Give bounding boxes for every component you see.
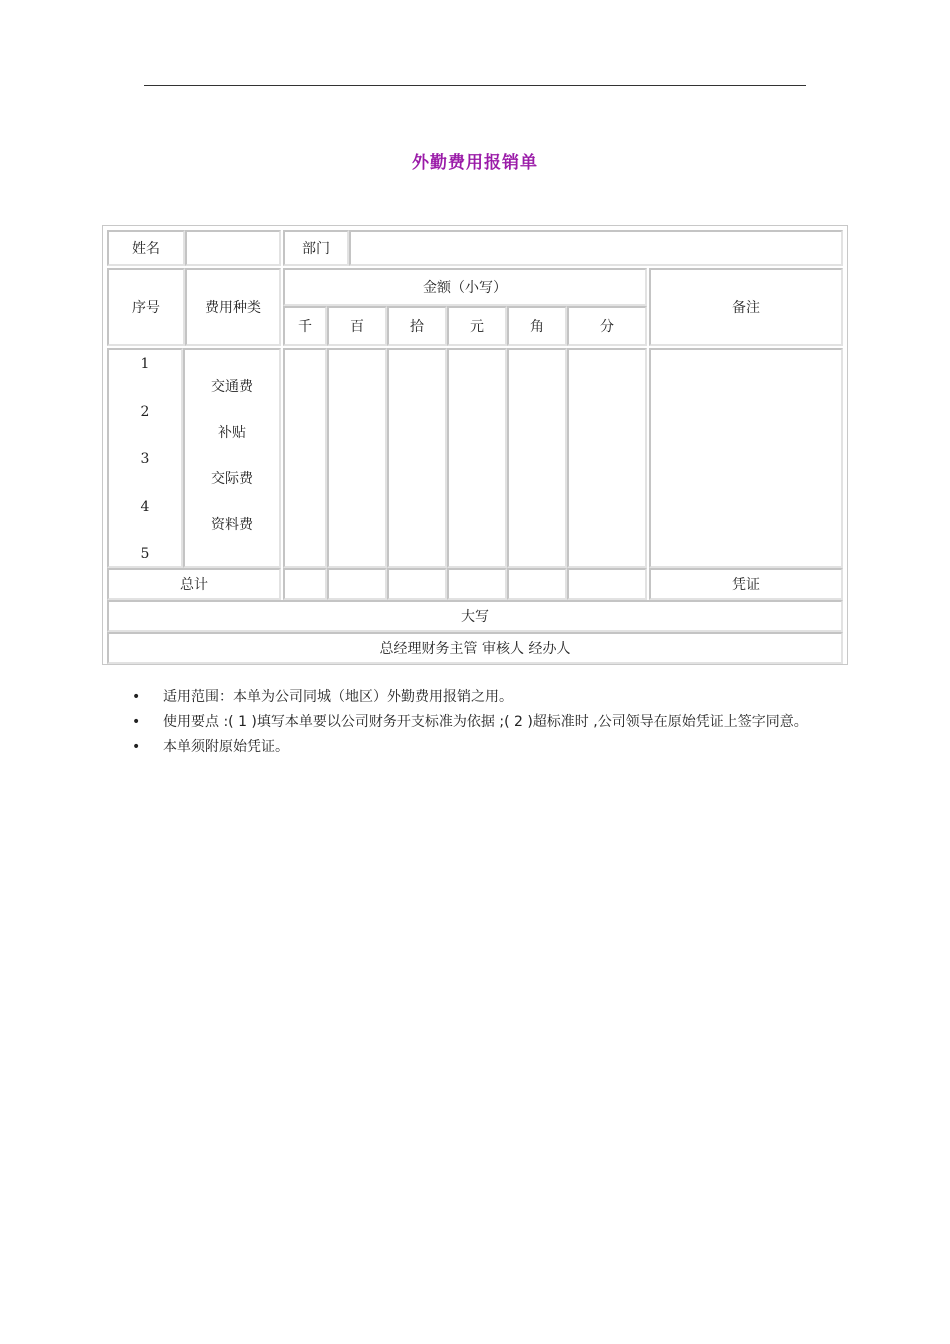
- amount-qian-cell[interactable]: [283, 348, 327, 568]
- type-header: 费用种类: [185, 268, 281, 346]
- seq-number: 5: [140, 546, 150, 562]
- total-yuan-cell[interactable]: [447, 568, 507, 600]
- seq-list: [141, 350, 150, 566]
- total-qian-cell[interactable]: [283, 568, 327, 600]
- list-item: [132, 735, 852, 760]
- seq-header: 序号: [107, 268, 185, 346]
- note-text: 本单须附原始凭证。: [163, 739, 289, 755]
- expense-type: 资料费: [211, 517, 253, 533]
- seq-number: 1: [140, 356, 150, 372]
- expense-type: 补贴: [218, 425, 246, 441]
- signature-row: 总经理财务主管 审核人 经办人: [107, 632, 843, 664]
- list-item: [132, 710, 852, 735]
- bullet-icon: •: [132, 689, 141, 705]
- amount-shi-cell[interactable]: [387, 348, 447, 568]
- seq-number: 3: [140, 451, 150, 467]
- remark-header: 备注: [649, 268, 843, 346]
- page-title: 外勤费用报销单: [412, 153, 538, 173]
- name-field[interactable]: [185, 230, 281, 266]
- seq-number: 4: [140, 498, 150, 515]
- capital-amount-row: 大写: [107, 600, 843, 632]
- note-text: 适用范围：本单为公司同城（地区）外勤费用报销之用。: [163, 689, 513, 705]
- seq-number: 2: [140, 403, 150, 420]
- type-list: [211, 350, 253, 566]
- dept-label: 部门: [283, 230, 349, 266]
- total-fen-cell[interactable]: [567, 568, 647, 600]
- total-jiao-cell[interactable]: [507, 568, 567, 600]
- unit-bai: 百: [327, 306, 387, 346]
- unit-shi: 拾: [387, 306, 447, 346]
- unit-jiao: 角: [507, 306, 567, 346]
- amount-bai-cell[interactable]: [327, 348, 387, 568]
- unit-fen: 分: [567, 306, 647, 346]
- amount-header: 金额（小写）: [283, 268, 647, 306]
- dept-field[interactable]: [349, 230, 843, 266]
- type-column: [183, 348, 281, 568]
- top-rule: [144, 85, 806, 86]
- note-text: 使用要点 :( 1 )填写本单要以公司财务开支标准为依据 ;( 2 )超标准时 ,公司领导在原始凭证上签字同意。: [163, 714, 808, 730]
- total-shi-cell[interactable]: [387, 568, 447, 600]
- expense-type: 交通费: [211, 379, 253, 395]
- amount-jiao-cell[interactable]: [507, 348, 567, 568]
- expense-type: 交际费: [211, 471, 253, 487]
- amount-yuan-cell[interactable]: [447, 348, 507, 568]
- seq-column: [107, 348, 183, 568]
- name-label: 姓名: [107, 230, 185, 266]
- list-item: [132, 685, 852, 710]
- reimbursement-form: [102, 225, 848, 665]
- amount-fen-cell[interactable]: [567, 348, 647, 568]
- total-bai-cell[interactable]: [327, 568, 387, 600]
- voucher-label: 凭证: [649, 568, 843, 600]
- unit-qian: 千: [283, 306, 327, 346]
- bullet-icon: •: [132, 739, 141, 755]
- bullet-icon: •: [132, 714, 141, 730]
- remark-cell[interactable]: [649, 348, 843, 568]
- notes-list: [132, 685, 852, 760]
- unit-yuan: 元: [447, 306, 507, 346]
- total-label: 总计: [107, 568, 281, 600]
